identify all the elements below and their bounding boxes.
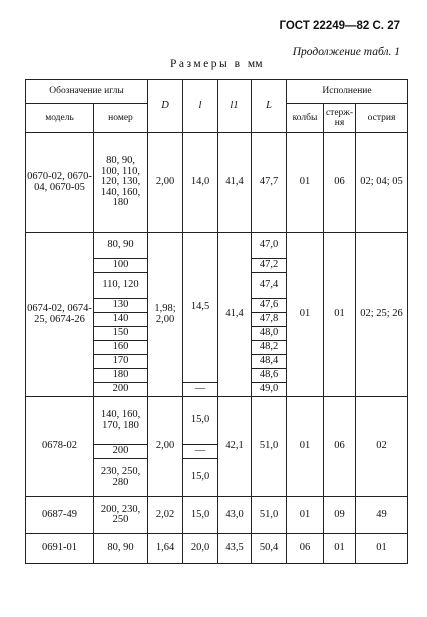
L-cell: 49,0 — [252, 383, 287, 397]
L-cell: 47,6 — [252, 299, 287, 313]
number-cell: 80, 90 — [94, 233, 148, 259]
number-cell: 200 — [94, 445, 148, 459]
L-cell: 47,0 — [252, 233, 287, 259]
number-cell: 130 — [94, 299, 148, 313]
point-cell: 02 — [356, 397, 408, 497]
l-cell: 15,0 — [183, 497, 218, 534]
point-cell: 49 — [356, 497, 408, 534]
shank-cell: 09 — [324, 497, 356, 534]
number-cell: 160 — [94, 341, 148, 355]
header-execution: Исполнение — [287, 80, 408, 104]
flask-cell: 01 — [287, 397, 324, 497]
D-cell: 1,64 — [148, 534, 183, 564]
L-cell: 47,7 — [252, 133, 287, 233]
units-label-unit: мм — [247, 58, 263, 70]
D-cell: 2,00 — [148, 397, 183, 497]
number-cell: 140, 160, 170, 180 — [94, 397, 148, 445]
point-cell: 02; 25; 26 — [356, 233, 408, 397]
l1-cell: 43,5 — [218, 534, 252, 564]
header-number: номер — [94, 104, 148, 133]
l1-cell: 43,0 — [218, 497, 252, 534]
header-l1 — [218, 80, 252, 133]
l1-cell: 41,4 — [218, 133, 252, 233]
header-model: модель — [26, 104, 94, 133]
number-cell: 200, 230, 250 — [94, 497, 148, 534]
header-point: острия — [356, 104, 408, 133]
shank-cell: 06 — [324, 397, 356, 497]
header-flask: колбы — [287, 104, 324, 133]
number-cell: 230, 250, 280 — [94, 459, 148, 497]
l-cell: 14,0 — [183, 133, 218, 233]
flask-cell: 01 — [287, 133, 324, 233]
table-row — [26, 397, 408, 445]
flask-cell: 06 — [287, 534, 324, 564]
D-cell: 1,98; 2,00 — [148, 233, 183, 397]
table-row — [26, 233, 408, 259]
shank-cell: 01 — [324, 233, 356, 397]
table-row — [26, 534, 408, 564]
l-cell: — — [183, 445, 218, 459]
L-cell: 48,0 — [252, 327, 287, 341]
L-cell: 51,0 — [252, 497, 287, 534]
L-cell: 47,8 — [252, 313, 287, 327]
point-cell: 01 — [356, 534, 408, 564]
number-cell: 170 — [94, 355, 148, 369]
model-cell: 0678-02 — [26, 397, 94, 497]
number-cell: 100 — [94, 259, 148, 273]
table-header-row — [26, 80, 408, 104]
number-cell: 150 — [94, 327, 148, 341]
number-cell: 200 — [94, 383, 148, 397]
number-cell: 80, 90 — [94, 534, 148, 564]
l-cell: 20,0 — [183, 534, 218, 564]
header-needle-designation: Обозначение иглы — [26, 80, 148, 104]
l-cell: 14,5 — [183, 233, 218, 383]
model-cell: 0674-02, 0674-25, 0674-26 — [26, 233, 94, 397]
L-cell: 51,0 — [252, 397, 287, 497]
table-continuation-label: Продолжение табл. 1 — [292, 46, 400, 58]
needle-dimensions-table — [25, 79, 408, 564]
shank-cell: 06 — [324, 133, 356, 233]
number-cell: 140 — [94, 313, 148, 327]
D-cell: 2,00 — [148, 133, 183, 233]
L-cell: 47,2 — [252, 259, 287, 273]
flask-cell: 01 — [287, 233, 324, 397]
header-L: L — [252, 80, 287, 133]
L-cell: 50,4 — [252, 534, 287, 564]
L-cell: 48,6 — [252, 369, 287, 383]
number-cell: 180 — [94, 369, 148, 383]
header-l1-text: l1 — [230, 99, 239, 111]
l-cell: — — [183, 383, 218, 397]
l1-cell: 41,4 — [218, 233, 252, 397]
model-cell: 0687-49 — [26, 497, 94, 534]
point-cell: 02; 04; 05 — [356, 133, 408, 233]
units-label — [170, 58, 262, 70]
table-row — [26, 497, 408, 534]
shank-cell: 01 — [324, 534, 356, 564]
units-label-text: Размеры в — [170, 58, 243, 70]
page-header: ГОСТ 22249—82 С. 27 — [279, 20, 400, 32]
l1-cell: 42,1 — [218, 397, 252, 497]
header-D: D — [148, 80, 183, 133]
flask-cell: 01 — [287, 497, 324, 534]
header-l: l — [183, 80, 218, 133]
D-cell: 2,02 — [148, 497, 183, 534]
table-row — [26, 133, 408, 233]
number-cell: 80, 90, 100, 110, 120, 130, 140, 160, 180 — [94, 133, 148, 233]
number-cell: 110, 120 — [94, 273, 148, 299]
model-cell: 0691-01 — [26, 534, 94, 564]
L-cell: 48,4 — [252, 355, 287, 369]
l-cell: 15,0 — [183, 397, 218, 445]
L-cell: 48,2 — [252, 341, 287, 355]
l-cell: 15,0 — [183, 459, 218, 497]
model-cell: 0670-02, 0670-04, 0670-05 — [26, 133, 94, 233]
L-cell: 47,4 — [252, 273, 287, 299]
header-shank: стерж-ня — [324, 104, 356, 133]
